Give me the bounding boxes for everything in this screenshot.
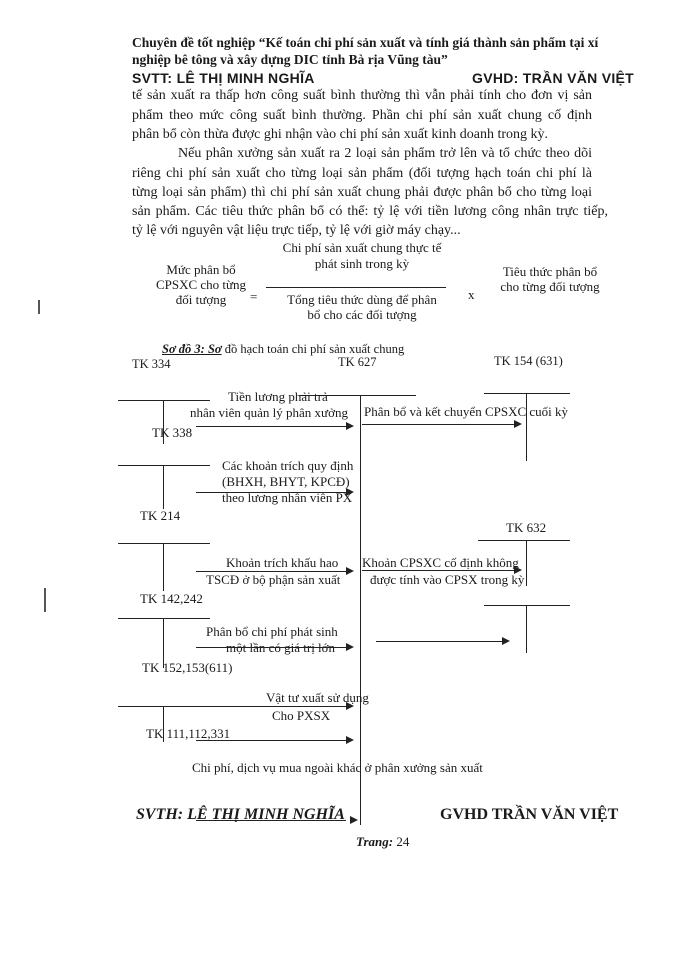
footer-page bbox=[356, 834, 409, 850]
scan-mark bbox=[44, 588, 46, 612]
formula-denominator-2: bổ cho các đối tượng bbox=[307, 307, 417, 322]
entry4-arrow-line bbox=[196, 647, 346, 648]
scan-mark bbox=[38, 300, 40, 314]
page-number: 24 bbox=[396, 834, 410, 849]
formula-times: x bbox=[468, 287, 475, 302]
header-student: SVTT: LÊ THỊ MINH NGHĨA bbox=[132, 70, 315, 86]
entry5-label-a: Vật tư xuất sử dụng bbox=[266, 690, 369, 705]
footer-arrow-head bbox=[350, 816, 358, 824]
entry4-label-a: Phân bổ chi phí phát sinh bbox=[206, 624, 338, 639]
tk334-top-line bbox=[118, 400, 210, 401]
entry5-arrow-line bbox=[196, 706, 346, 707]
out1-arrow-line bbox=[362, 424, 514, 425]
out2-label-b: được tính vào CPSX trong kỳ bbox=[370, 572, 525, 587]
footer-arrow-line bbox=[196, 820, 346, 821]
formula-denominator-1: Tổng tiêu thức dùng để phân bbox=[287, 292, 437, 307]
entry2-label-b: (BHXH, BHYT, KPCĐ) bbox=[222, 474, 350, 489]
entry4-label-b: một lần có giá trị lớn bbox=[226, 640, 336, 655]
account-tk111: TK 111,112,331 bbox=[146, 726, 231, 741]
page-label: Trang: bbox=[356, 834, 394, 849]
tk632-top-line bbox=[478, 540, 570, 541]
formula-lhs-2: CPSXC cho từng bbox=[155, 277, 247, 292]
entry2-label-a: Các khoản trích quy định bbox=[222, 458, 354, 473]
header-teacher: GVHD: TRẦN VĂN VIỆT bbox=[472, 70, 635, 86]
body-line-7: sản phẩm. Các tiêu thức phân bổ có thể: tỷ lệ với tiền lương công nhân trực tiếp, bbox=[132, 204, 608, 219]
out2-label-a: Khoản CPSXC cố định không bbox=[362, 555, 519, 570]
document-title-line2: nghiệp bê tông và xây dựng DIC tỉnh Bà rịa Vũng tàu” bbox=[132, 52, 448, 67]
tk338-stem bbox=[163, 465, 164, 509]
body-line-3: phân bổ còn thừa được ghi nhận vào chi phí sản xuất kinh doanh trong kỳ. bbox=[132, 127, 549, 142]
body-line-8: tỷ lệ với nguyên vật liệu trực tiếp, tỷ lệ với giờ máy chạy... bbox=[132, 223, 461, 238]
entry6-arrow-head bbox=[346, 736, 354, 744]
entry1-label-b: nhân viên quản lý phân xưởng bbox=[190, 405, 348, 420]
entry5-arrow-head bbox=[346, 702, 354, 710]
tk632-stem bbox=[526, 540, 527, 586]
formula-equals: = bbox=[250, 289, 258, 304]
entry6-arrow-line bbox=[196, 740, 346, 741]
account-tk152: TK 152,153(611) bbox=[142, 660, 233, 675]
entry1-arrow-line bbox=[196, 426, 346, 427]
footer-teacher: GVHD TRẦN VĂN VIỆT bbox=[440, 806, 619, 823]
entry6-label: Chi phí, dịch vụ mua ngoài khác ở phân xưởng sản xuất bbox=[192, 760, 483, 775]
entry4-arrow-head bbox=[346, 643, 354, 651]
account-tk632: TK 632 bbox=[506, 520, 547, 535]
body-line-1: tế sản xuất ra thấp hơn công suất bình thường thì vẫn phải tính cho đơn vị sản bbox=[132, 88, 592, 103]
tk142-top-line bbox=[118, 618, 210, 619]
entry3-label-b: TSCĐ ở bộ phận sản xuất bbox=[206, 572, 341, 587]
formula-lhs-1: Mức phân bổ bbox=[166, 262, 236, 277]
out3-arrow-head bbox=[502, 637, 510, 645]
body-line-2: phẩm theo mức công suất bình thường. Phần chi phí sản xuất chung cố định bbox=[132, 108, 592, 123]
body-line-5: riêng chi phí sản xuất cho từng loại sản phẩm (đối tượng hạch toán chi phí là bbox=[132, 166, 592, 181]
entry2-label-c: theo lương nhân viên PX bbox=[222, 490, 353, 505]
formula-rhs-2: cho từng đối tượng bbox=[500, 279, 600, 294]
diagram-caption-text: đồ hạch toán chi phí sản xuất chung bbox=[221, 342, 405, 356]
out1-arrow-head bbox=[514, 420, 522, 428]
entry3-arrow-head bbox=[346, 567, 354, 575]
account-tk142: TK 142,242 bbox=[140, 591, 203, 606]
formula-fraction-bar bbox=[266, 287, 446, 288]
out2-arrow-line bbox=[362, 570, 514, 571]
tk338-top-line bbox=[118, 465, 210, 466]
account-tk338: TK 338 bbox=[152, 425, 193, 440]
tk214-stem bbox=[163, 543, 164, 591]
document-title-line1: Chuyên đề tốt nghiệp “Kế toán chi phí sản xuất và tính giá thành sản phẩm tại xí bbox=[132, 35, 599, 50]
diagram-caption-label: Sơ đồ 3: Sơ bbox=[162, 342, 222, 356]
account-tk214: TK 214 bbox=[140, 508, 181, 523]
out3-arrow-line bbox=[376, 641, 502, 642]
formula-lhs-3: đối tượng bbox=[175, 292, 227, 307]
account-tk334: TK 334 bbox=[132, 357, 171, 371]
account-tk154: TK 154 (631) bbox=[494, 354, 563, 368]
account-tk627: TK 627 bbox=[338, 355, 377, 369]
tk-bottom-right-top-line bbox=[484, 605, 570, 606]
footer-student: SVTH: LÊ THỊ MINH NGHĨA bbox=[136, 806, 345, 823]
entry1-arrow-head bbox=[346, 422, 354, 430]
out1-label: Phân bổ và kết chuyển CPSXC cuối kỳ bbox=[364, 404, 569, 419]
formula-numerator-1: Chi phí sản xuất chung thực tế bbox=[282, 240, 442, 255]
formula-numerator-2: phát sinh trong kỳ bbox=[314, 256, 410, 271]
formula-rhs-1: Tiêu thức phân bổ bbox=[502, 264, 598, 279]
body-line-6: từng loại sản phẩm) thì chi phí sản xuất chung phải được phân bổ cho từng loại bbox=[132, 185, 592, 200]
tk154-top-line bbox=[484, 393, 570, 394]
tk-bottom-right-stem bbox=[526, 605, 527, 653]
entry1-label-a: Tiền lương phải trả bbox=[228, 389, 328, 404]
entry3-label-a: Khoản trích khấu hao bbox=[226, 555, 339, 570]
entry5-label-b: Cho PXSX bbox=[272, 708, 331, 723]
body-line-4: Nếu phân xưởng sản xuất ra 2 loại sản phẩm trở lên và tổ chức theo dõi bbox=[178, 146, 592, 161]
tk214-top-line bbox=[118, 543, 210, 544]
